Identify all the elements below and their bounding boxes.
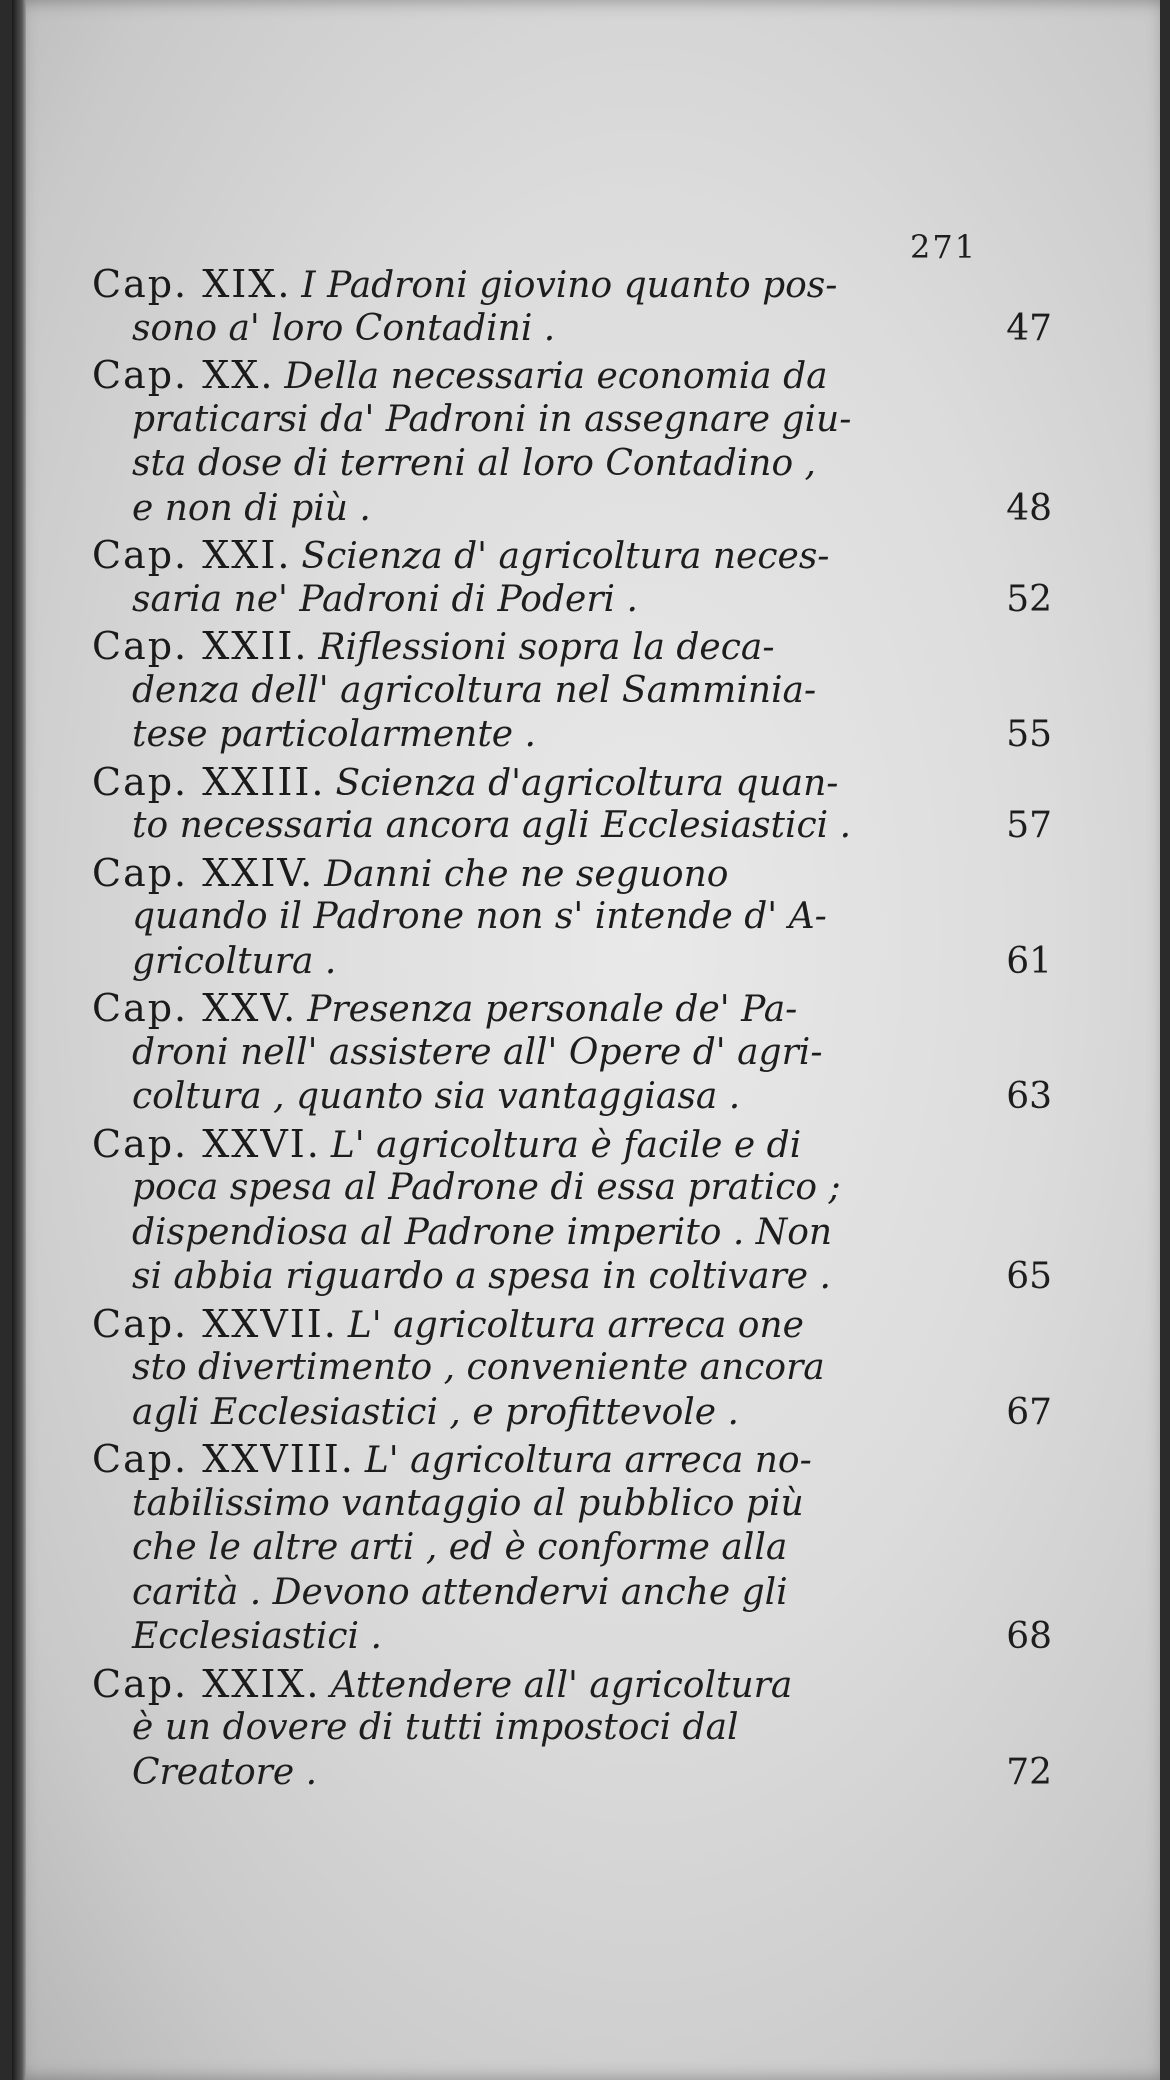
chapter-title-start: Scienza d'agricoltura quan- (335, 762, 839, 804)
chapter-page-number: 65 (1006, 1256, 1052, 1297)
chapter-title-line: to necessaria ancora agli Ecclesiastici . (132, 805, 852, 846)
chapter-page-number: 61 (1006, 940, 1052, 982)
toc-entry-first-line (92, 353, 1052, 398)
chapter-title-line: denza dell' agricoltura nel Samminia- (132, 669, 817, 711)
chapter-title-line: sto divertimento , conveniente ancora (132, 1347, 825, 1388)
chapter-title-start: L' agricoltura è facile e di (330, 1124, 802, 1166)
chapter-title-start: L' agricoltura arreca one (347, 1304, 804, 1346)
chapter-title-line: saria ne' Padroni di Poderi . (132, 578, 638, 620)
chapter-page-number: 48 (1006, 487, 1052, 529)
chapter-label: Cap. XIX. (92, 262, 292, 306)
toc-entry-first-line (92, 851, 1052, 896)
toc-entry-first-line (92, 986, 1052, 1031)
toc-entry (92, 851, 1052, 985)
toc-entry (92, 986, 1052, 1120)
chapter-title-start: Attendere all' agricoltura (330, 1664, 793, 1706)
chapter-page-number: 55 (1006, 714, 1052, 755)
chapter-title-start: Riflessioni sopra la deca- (318, 627, 775, 668)
chapter-page-number: 72 (1006, 1751, 1052, 1793)
toc-entry-first-line (92, 1122, 1052, 1167)
toc-entry-first-line (92, 1437, 1052, 1482)
chapter-label: Cap. XXVIII. (92, 1437, 355, 1481)
chapter-page-number: 63 (1006, 1076, 1052, 1117)
chapter-title-line: tese particolarmente . (132, 714, 536, 755)
chapter-title-line: praticarsi da' Padroni in assegnare giu- (132, 398, 852, 440)
toc-entry (92, 760, 1052, 849)
chapter-page-number: 52 (1006, 578, 1052, 620)
chapter-title-line: Creatore . (132, 1751, 318, 1793)
table-of-contents (92, 262, 1052, 1797)
toc-entry (92, 1122, 1052, 1300)
chapter-title-start: L' agricoltura arreca no- (364, 1440, 812, 1481)
toc-entry (92, 1662, 1052, 1796)
toc-entry-first-line (92, 624, 1052, 669)
chapter-label: Cap. XXIX. (92, 1661, 321, 1706)
chapter-label: Cap. XXII. (92, 624, 309, 668)
chapter-title-line: sta dose di terreni al loro Contadino , (132, 443, 816, 484)
toc-entry-first-line (92, 262, 1052, 307)
chapter-title-line: quando il Padrone non s' intende d' A- (132, 896, 827, 937)
chapter-label: Cap. XXI. (92, 533, 292, 577)
chapter-page-number: 47 (1006, 307, 1052, 349)
toc-entry-first-line (92, 760, 1052, 805)
chapter-title-start: I Padroni giovino quanto pos- (301, 265, 838, 306)
toc-entry-first-line (92, 1662, 1052, 1707)
page-number: 271 (910, 228, 978, 266)
chapter-title-line: agli Ecclesiastici , e profittevole . (132, 1391, 739, 1433)
toc-entry (92, 262, 1052, 351)
chapter-label: Cap. XXV. (92, 986, 298, 1030)
toc-entry (92, 533, 1052, 622)
chapter-label: Cap. XXIII. (92, 759, 326, 804)
chapter-title-line: che le altre arti , ed è conforme alla (132, 1527, 788, 1568)
chapter-title-line: dispendiosa al Padrone imperito . Non (132, 1211, 833, 1253)
chapter-title-start: Presenza personale de' Pa- (307, 989, 798, 1030)
chapter-title-line: poca spesa al Padrone di essa pratico ; (132, 1167, 841, 1208)
toc-entry (92, 624, 1052, 758)
chapter-title-line: tabilissimo vantaggio al pubblico più (132, 1482, 804, 1524)
chapter-title-line: coltura , quanto sia vantaggiasa . (132, 1076, 741, 1117)
chapter-title-line: droni nell' assistere all' Opere d' agri- (132, 1031, 823, 1073)
chapter-label: Cap. XXVII. (92, 1301, 338, 1346)
chapter-title-line: Ecclesiastici . (132, 1616, 382, 1657)
chapter-page-number: 68 (1006, 1616, 1052, 1657)
toc-entry-first-line (92, 533, 1052, 578)
chapter-page-number: 57 (1006, 805, 1052, 846)
toc-entry (92, 1437, 1052, 1660)
book-page (12, 0, 1160, 2080)
chapter-title-line: sono a' loro Contadini . (132, 307, 556, 349)
chapter-title-line: è un dovere di tutti impostoci dal (132, 1707, 739, 1748)
chapter-title-line: si abbia riguardo a spesa in coltivare . (132, 1256, 831, 1297)
chapter-title-start: Della necessaria economia da (284, 356, 828, 397)
chapter-label: Cap. XXIV. (92, 850, 315, 895)
page-binding-edge (12, 0, 26, 2080)
chapter-title-line: carità . Devono attendervi anche gli (132, 1571, 788, 1613)
toc-entry-first-line (92, 1302, 1052, 1347)
toc-entry (92, 1302, 1052, 1436)
chapter-label: Cap. XXVI. (92, 1121, 321, 1166)
chapter-title-start: Danni che ne seguono (324, 853, 729, 895)
chapter-title-line: e non di più . (132, 487, 371, 529)
chapter-title-line: gricoltura . (132, 940, 337, 982)
chapter-label: Cap. XX. (92, 353, 275, 397)
chapter-page-number: 67 (1006, 1391, 1052, 1433)
chapter-title-start: Scienza d' agricoltura neces- (301, 536, 830, 577)
toc-entry (92, 353, 1052, 531)
